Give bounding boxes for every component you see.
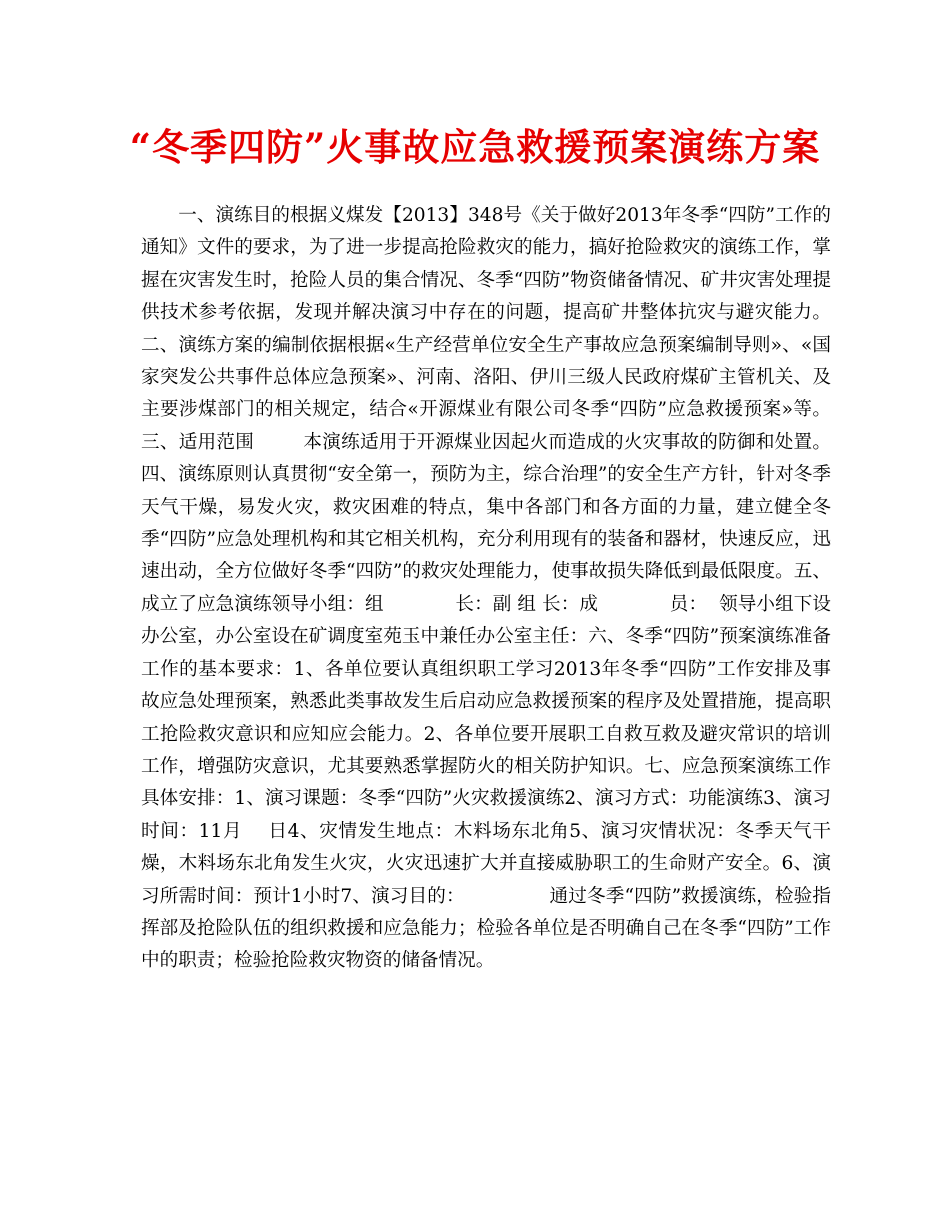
- document-title: “冬季四防”火事故应急救援预案演练方案: [129, 125, 821, 169]
- document-body-paragraph: 一、演练目的根据义煤发【2013】348号《关于做好2013年冬季“四防”工作的通知》文件的要求，为了进一步提高抢险救灾的能力，搞好抢险救灾的演练工作，掌握在灾害发生时，抢险人员的集合情况、冬季“四防”物资储备情况、矿井灾害处理提供技术参考依据，发现并解决演习中存在的问题，提高矿井整体抗灾与避灾能力。二、演练方案的编制依据根据«生产经营单位安全生产事故应急预案编制导则»、«国家突发公共事件总体应急预案»、河南、洛阳、伊川三级人民政府煤矿主管机关、及主要涉煤部门的相关规定，结合«开源煤业有限公司冬季“四防”应急救援预案»等。三、适用范围 本演练适用于开源煤业因起火而造成的火灾事故的防御和处置。四、演练原则认真贯彻“安全第一，预防为主，综合治理”的安全生产方针，针对冬季天气干燥，易发火灾，救灾困难的特点，集中各部门和各方面的力量，建立健全冬季“四防”应急处理机构和其它相关机构，充分利用现有的装备和器材，快速反应，迅速出动，全方位做好冬季“四防”的救灾处理能力，使事故损失降低到最低限度。五、成立了应急演练领导小组：组 长：副 组 长：成 员： 领导小组下设办公室，办公室设在矿调度室苑玉中兼任办公室主任：六、冬季“四防”预案演练准备工作的基本要求：1、各单位要认真组织职工学习2013年冬季“四防”工作安排及事故应急处理预案，熟悉此类事故发生后启动应急救援预案的程序及处置措施，提高职工抢险救灾意识和应知应会能力。2、各单位要开展职工自救互救及避灾常识的培训工作，增强防灾意识，尤其要熟悉掌握防火的相关防护知识。七、应急预案演练工作具体安排：1、演习课题：冬季“四防”火灾救援演练2、演习方式：功能演练3、演习时间：11月 日4、灾情发生地点：木料场东北角5、演习灾情状况：冬季天气干燥，木料场东北角发生火灾，火灾迅速扩大并直接威胁职工的生命财产安全。6、演习所需时间：预计1小时7、演习目的： 通过冬季“四防”救援演练，检验指挥部及抢险队伍的组织救援和应急能力；检验各单位是否明确自己在冬季“四防”工作中的职责；检验抢险救灾物资的储备情况。: [141, 205, 831, 972]
